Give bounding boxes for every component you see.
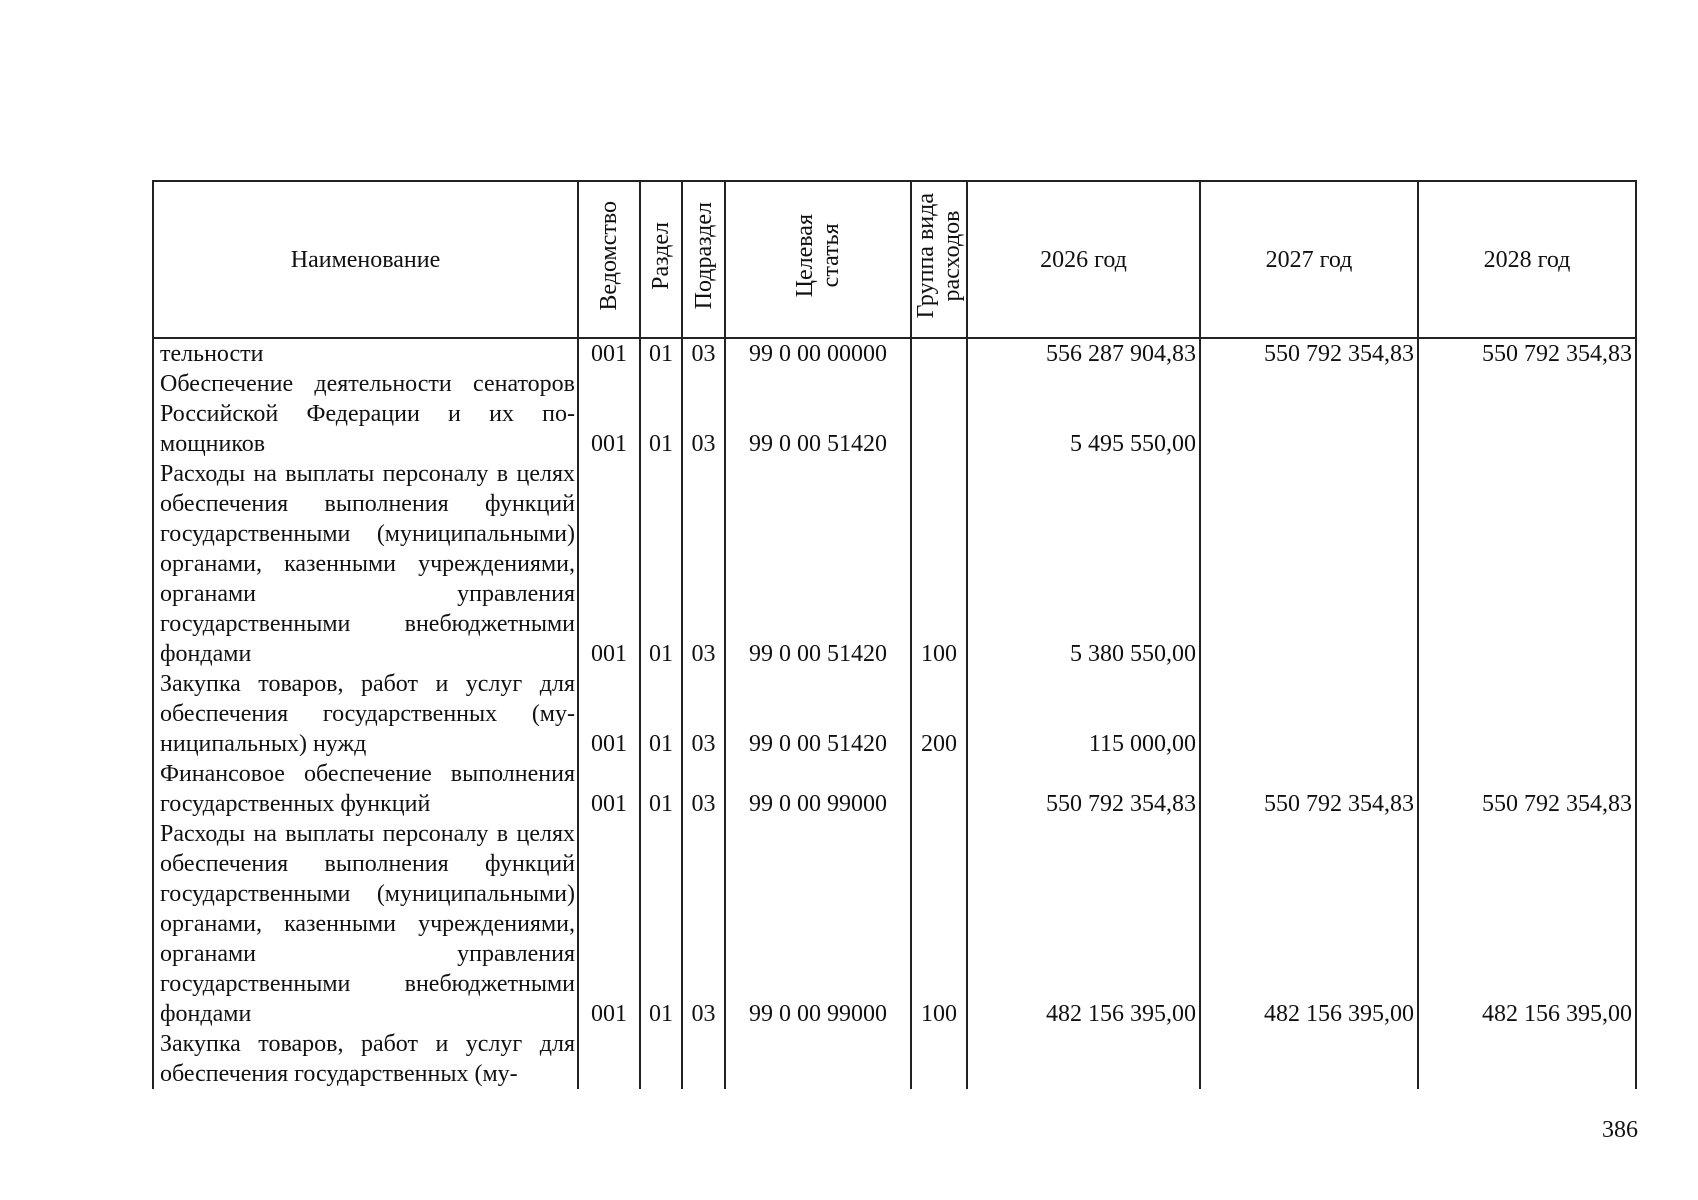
- row-subsection: 03: [682, 369, 725, 459]
- row-section: [640, 1029, 682, 1089]
- row-section: 01: [640, 669, 682, 759]
- row-subsection: 03: [682, 338, 725, 369]
- row-dept: 001: [578, 819, 640, 1029]
- row-group: 100: [911, 819, 967, 1029]
- row-2026: 5 380 550,00: [967, 459, 1200, 669]
- row-2027: [1200, 1029, 1418, 1089]
- row-2026: 482 156 395,00: [967, 819, 1200, 1029]
- header-target-line1: Целевая: [792, 213, 818, 298]
- row-2028: [1418, 669, 1636, 759]
- row-name: Закупка товаров, работ и услуг для обеспечения государственных (муниципальных) нужд: [153, 669, 578, 759]
- row-subsection: 03: [682, 459, 725, 669]
- table-header-row: [153, 181, 1636, 338]
- row-section: 01: [640, 369, 682, 459]
- row-section: 01: [640, 759, 682, 819]
- header-section: [640, 181, 682, 338]
- row-group: 100: [911, 459, 967, 669]
- row-subsection: 03: [682, 759, 725, 819]
- row-name: Закупка товаров, работ и услуг для обеспечения государственных (му-: [153, 1029, 578, 1089]
- row-2026: 556 287 904,83: [967, 338, 1200, 369]
- header-target: [725, 181, 911, 338]
- header-target-line2: статья: [818, 223, 844, 288]
- table-row: [153, 669, 1636, 759]
- row-2027: [1200, 669, 1418, 759]
- row-dept: [578, 1029, 640, 1089]
- header-group-line2: расходов: [939, 210, 965, 301]
- table-row: [153, 459, 1636, 669]
- row-section: 01: [640, 338, 682, 369]
- row-2027: 550 792 354,83: [1200, 338, 1418, 369]
- row-name: Расходы на выплаты персоналу в целях обеспечения выполнения функций государственными (муниципальными) органами, казенными учреждениями, органами управления государственными внебюджетными фондами: [153, 459, 578, 669]
- row-group: [911, 1029, 967, 1089]
- row-dept: 001: [578, 759, 640, 819]
- row-dept: 001: [578, 459, 640, 669]
- row-target: 99 0 00 51420: [725, 669, 911, 759]
- row-2026: 5 495 550,00: [967, 369, 1200, 459]
- row-2028: 550 792 354,83: [1418, 759, 1636, 819]
- header-2028: 2028 год: [1418, 181, 1636, 338]
- row-2027: 482 156 395,00: [1200, 819, 1418, 1029]
- row-2026: 115 000,00: [967, 669, 1200, 759]
- row-target: 99 0 00 00000: [725, 338, 911, 369]
- row-2027: [1200, 459, 1418, 669]
- row-target: [725, 1029, 911, 1089]
- header-section-text: Раздел: [648, 221, 674, 290]
- table-row: [153, 338, 1636, 369]
- row-2028: [1418, 459, 1636, 669]
- header-2026: 2026 год: [967, 181, 1200, 338]
- row-2028: 482 156 395,00: [1418, 819, 1636, 1029]
- row-target: 99 0 00 99000: [725, 759, 911, 819]
- row-name: Обеспечение деятельности сенаторов Российской Федерации и их помощников: [153, 369, 578, 459]
- row-group: [911, 338, 967, 369]
- header-group: [911, 181, 967, 338]
- row-2027: 550 792 354,83: [1200, 759, 1418, 819]
- row-target: 99 0 00 51420: [725, 459, 911, 669]
- row-2028: 550 792 354,83: [1418, 338, 1636, 369]
- row-name: тельности: [153, 338, 578, 369]
- row-dept: 001: [578, 369, 640, 459]
- row-subsection: [682, 1029, 725, 1089]
- row-group: [911, 369, 967, 459]
- budget-table: [152, 180, 1637, 1089]
- header-subsection-text: Подраздел: [690, 201, 717, 310]
- row-dept: 001: [578, 338, 640, 369]
- row-2026: [967, 1029, 1200, 1089]
- header-target-text: [792, 214, 844, 297]
- header-name: Наименование: [153, 181, 578, 338]
- row-group: 200: [911, 669, 967, 759]
- row-subsection: 03: [682, 669, 725, 759]
- row-dept: 001: [578, 669, 640, 759]
- row-2028: [1418, 1029, 1636, 1089]
- row-target: 99 0 00 99000: [725, 819, 911, 1029]
- row-2028: [1418, 369, 1636, 459]
- header-group-text: [913, 193, 965, 318]
- header-2027: 2027 год: [1200, 181, 1418, 338]
- header-dept-text: Ведомство: [596, 200, 622, 311]
- row-section: 01: [640, 819, 682, 1029]
- row-group: [911, 759, 967, 819]
- row-target: 99 0 00 51420: [725, 369, 911, 459]
- row-subsection: 03: [682, 819, 725, 1029]
- row-2027: [1200, 369, 1418, 459]
- row-name: Финансовое обеспечение выполнения государственных функций: [153, 759, 578, 819]
- row-section: 01: [640, 459, 682, 669]
- row-name: Расходы на выплаты персоналу в целях обеспечения выполнения функций государственными (муниципальными) органами, казенными учреждениями, органами управления государственными внебюджетными фондами: [153, 819, 578, 1029]
- header-dept: [578, 181, 640, 338]
- header-group-line1: Группа вида: [913, 192, 939, 319]
- page-number: 386: [1602, 1117, 1638, 1143]
- table-row: [153, 819, 1636, 1029]
- header-subsection: [682, 181, 725, 338]
- table-row: [153, 369, 1636, 459]
- row-2026: 550 792 354,83: [967, 759, 1200, 819]
- table-row: [153, 759, 1636, 819]
- table-row: [153, 1029, 1636, 1089]
